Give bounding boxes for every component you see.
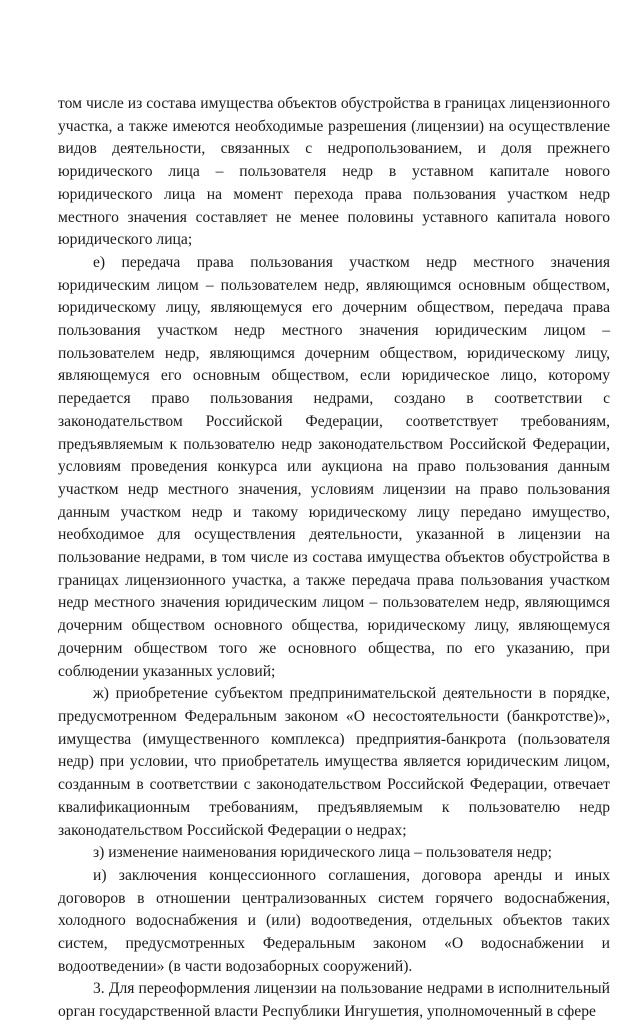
paragraph-clause-3: 3. Для переоформления лицензии на пользование недрами в исполнительный орган государственной власти Республики Ингушетия, уполномоченный в сфере — [58, 980, 610, 1021]
document-body — [58, 93, 610, 1024]
paragraph-item-zh: ж) приобретение субъектом предпринимательской деятельности в порядке, предусмотренном Федеральным законом «О несостоятельности (банкротстве)», имущества (имущественного комплекса) предприятия-банкрота (пользователя недр) при условии, что приобретатель имущества является юридическим лицом, созданным в соответствии с законодательством Российской Федерации, отвечает квалификационным требованиям, предъявляемым к пользователю недр законодательством Российской Федерации о недрах; — [58, 685, 610, 839]
paragraph-item-z: з) изменение наименования юридического лица – пользователя недр; — [93, 844, 552, 862]
paragraph-item-i: и) заключения концессионного соглашения, договора аренды и иных договоров в отношении централизованных систем горячего водоснабжения, холодного водоснабжения и (или) водоотведения, отдельных объектов таких систем, предусмотренных Федеральным законом «О водоснабжении и водоотведении» (в части водозаборных сооружений). — [58, 866, 610, 975]
paragraph-item-e: е) передача права пользования участком недр местного значения юридическим лицом – пользователем недр, являющимся основным обществом, юридическому лицу, являющемуся его дочерним обществом, передача права пользования участком недр местного значения юридическим лицом – пользователем недр, являющимся дочерним обществом, юридическому лицу, являющемуся его основным обществом, если юридическое лицо, которому передается право пользования недрами, создано в соответствии с законодательством Российской Федерации, соответствует требованиям, предъявляемым к пользователю недр законодательством Российской Федерации, условиям проведения конкурса или аукциона на право пользования данным участком недр местного значения, условиям лицензии на право пользования данным участком недр и такому юридическому лицу передано имущество, необходимое для осуществления деятельности, указанной в лицензии на пользование недрами, в том числе из состава имущества объектов обустройства в границах лицензионного участка, а также передача права пользования участком недр местного значения юридическим лицом – пользователем недр, являющимся дочерним обществом основного общества, юридическому лицу, являющемуся дочерним обществом того же основного общества, по его указанию, при соблюдении указанных условий; — [58, 253, 610, 680]
paragraph-continuation: том числе из состава имущества объектов обустройства в границах лицензионного участка, а также имеются необходимые разрешения (лицензии) на осуществление видов деятельности, связанных с недропользованием, и доля прежнего юридического лица – пользователя недр в уставном капитале нового юридического лица на момент перехода права пользования участком недр местного значения составляет не менее половины уставного капитала нового юридического лица; — [58, 95, 610, 249]
